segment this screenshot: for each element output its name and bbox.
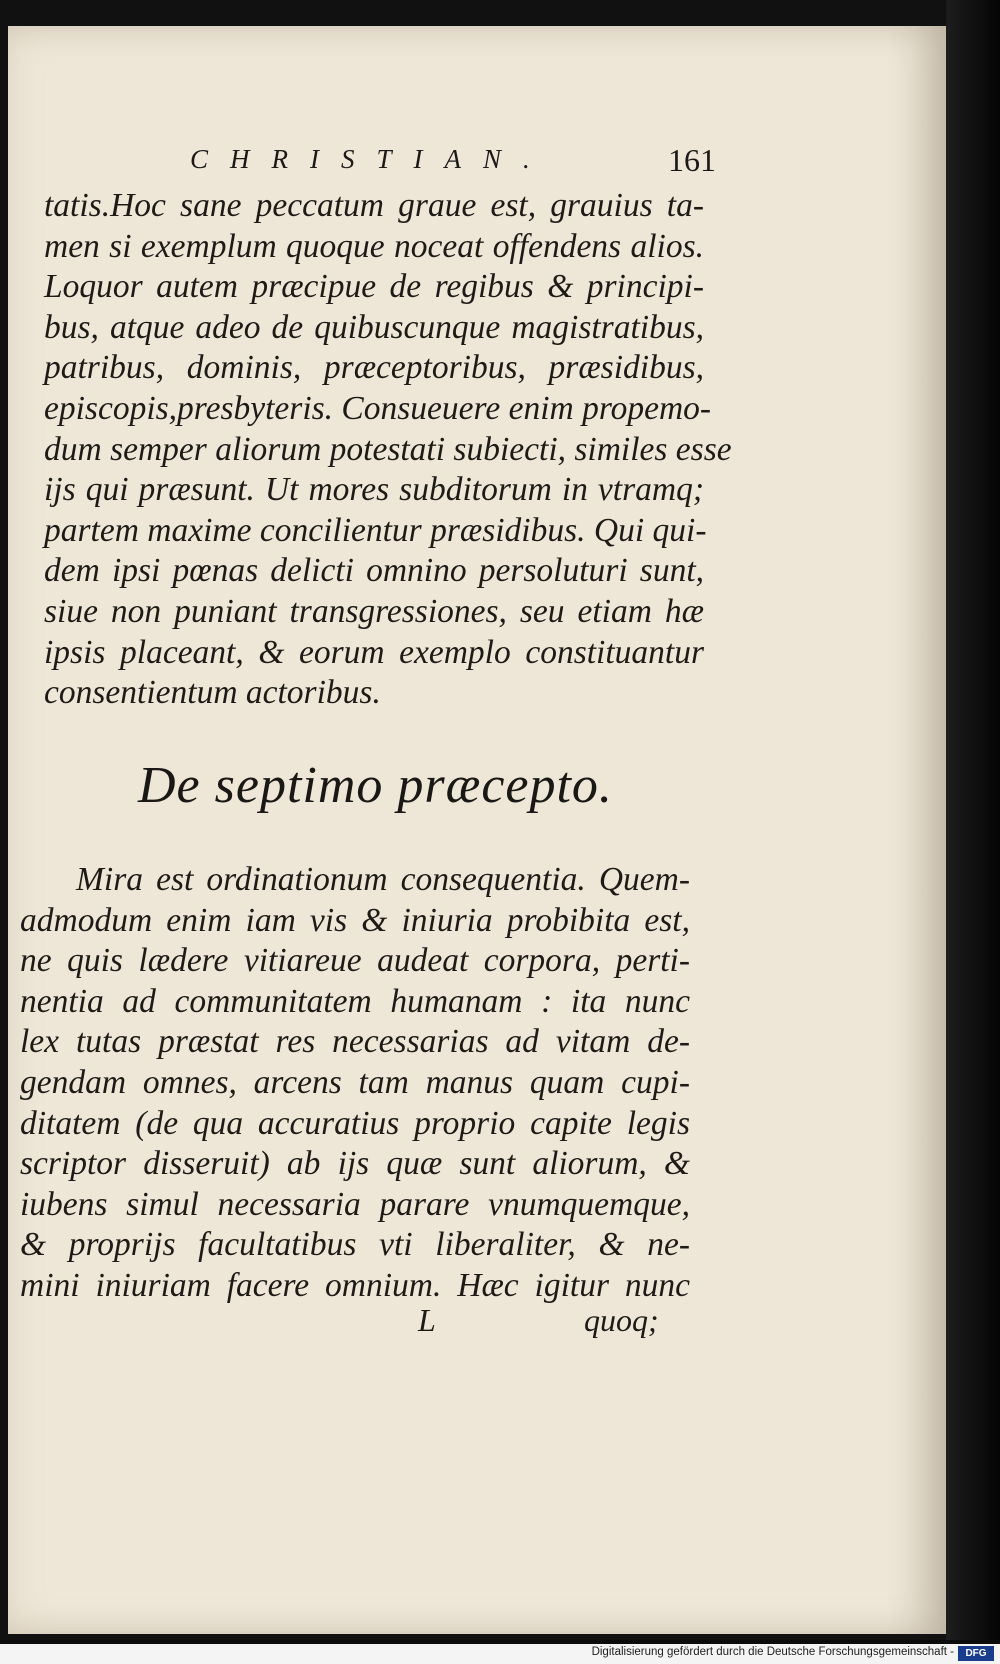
text-line: mini iniuriam facere omnium. Hæc igitur nunc: [20, 1266, 690, 1304]
text-line: tatis.Hoc sane peccatum graue est, grauius ta-: [44, 187, 704, 224]
digitization-credit-bar: [0, 1644, 1000, 1664]
text-line: patribus, dominis, præceptoribus, præsidibus,: [44, 349, 704, 387]
text-line: lex tutas præstat res necessarias ad vitam de-: [20, 1023, 690, 1061]
text-line: dem ipsi pœnas delicti omnino persoluturi sunt,: [44, 552, 704, 590]
text-line: ijs qui præsunt. Ut mores subditorum in vtramq;: [44, 471, 704, 509]
page-footer: [8, 1302, 946, 1342]
text-line: Loquor autem præcipue de regibus & principi-: [44, 268, 704, 306]
page-header: [8, 144, 946, 184]
section-heading: De septimo præcepto.: [138, 757, 613, 814]
text-line: ipsis placeant, & eorum exemplo constituantur: [44, 633, 704, 671]
dfg-logo: DFG: [958, 1646, 994, 1661]
page-number: 161: [668, 142, 716, 178]
text-line: & proprijs facultatibus vti liberaliter, & ne-: [20, 1226, 690, 1264]
text-line: iubens simul necessaria parare vnumquemque,: [20, 1185, 690, 1223]
running-head: CHRISTIAN.: [190, 144, 552, 174]
catchword: quoq;: [584, 1302, 659, 1338]
signature-mark: L: [418, 1302, 436, 1338]
text-line: Mira est ordinationum consequentia. Quem-: [76, 861, 690, 898]
text-line: consentientum actoribus.: [44, 674, 381, 712]
text-line: admodum enim iam vis & iniuria probibita est,: [20, 901, 690, 939]
text-line: nentia ad communitatem humanam : ita nunc: [20, 982, 690, 1020]
text-line: bus, atque adeo de quibuscunque magistratibus,: [44, 308, 704, 346]
text-line: dum semper aliorum potestati subiecti, similes esse: [44, 430, 732, 468]
book-page: [8, 26, 946, 1634]
book-binding-edge: [946, 0, 1000, 1640]
paragraph-2: [20, 860, 690, 1307]
paragraph-1: [44, 186, 732, 714]
text-line: gendam omnes, arcens tam manus quam cupi-: [20, 1063, 690, 1101]
text-line: ne quis lædere vitiareue audeat corpora, perti-: [20, 942, 690, 980]
text-line: ditatem (de qua accuratius proprio capite legis: [20, 1104, 690, 1142]
text-line: men si exemplum quoque noceat offendens alios.: [44, 227, 704, 265]
text-line: partem maxime concilientur præsidibus. Qui qui-: [44, 511, 707, 549]
page-shadow: [886, 26, 946, 1634]
text-line: episcopis,presbyteris. Consueuere enim propemo-: [44, 389, 712, 427]
credit-text: Digitalisierung gefördert durch die Deutsche Forschungsgemeinschaft -: [591, 1646, 954, 1658]
text-line: scriptor disseruit) ab ijs quæ sunt aliorum, &: [20, 1145, 690, 1183]
text-line: siue non puniant transgressiones, seu etiam hæ: [44, 592, 704, 630]
